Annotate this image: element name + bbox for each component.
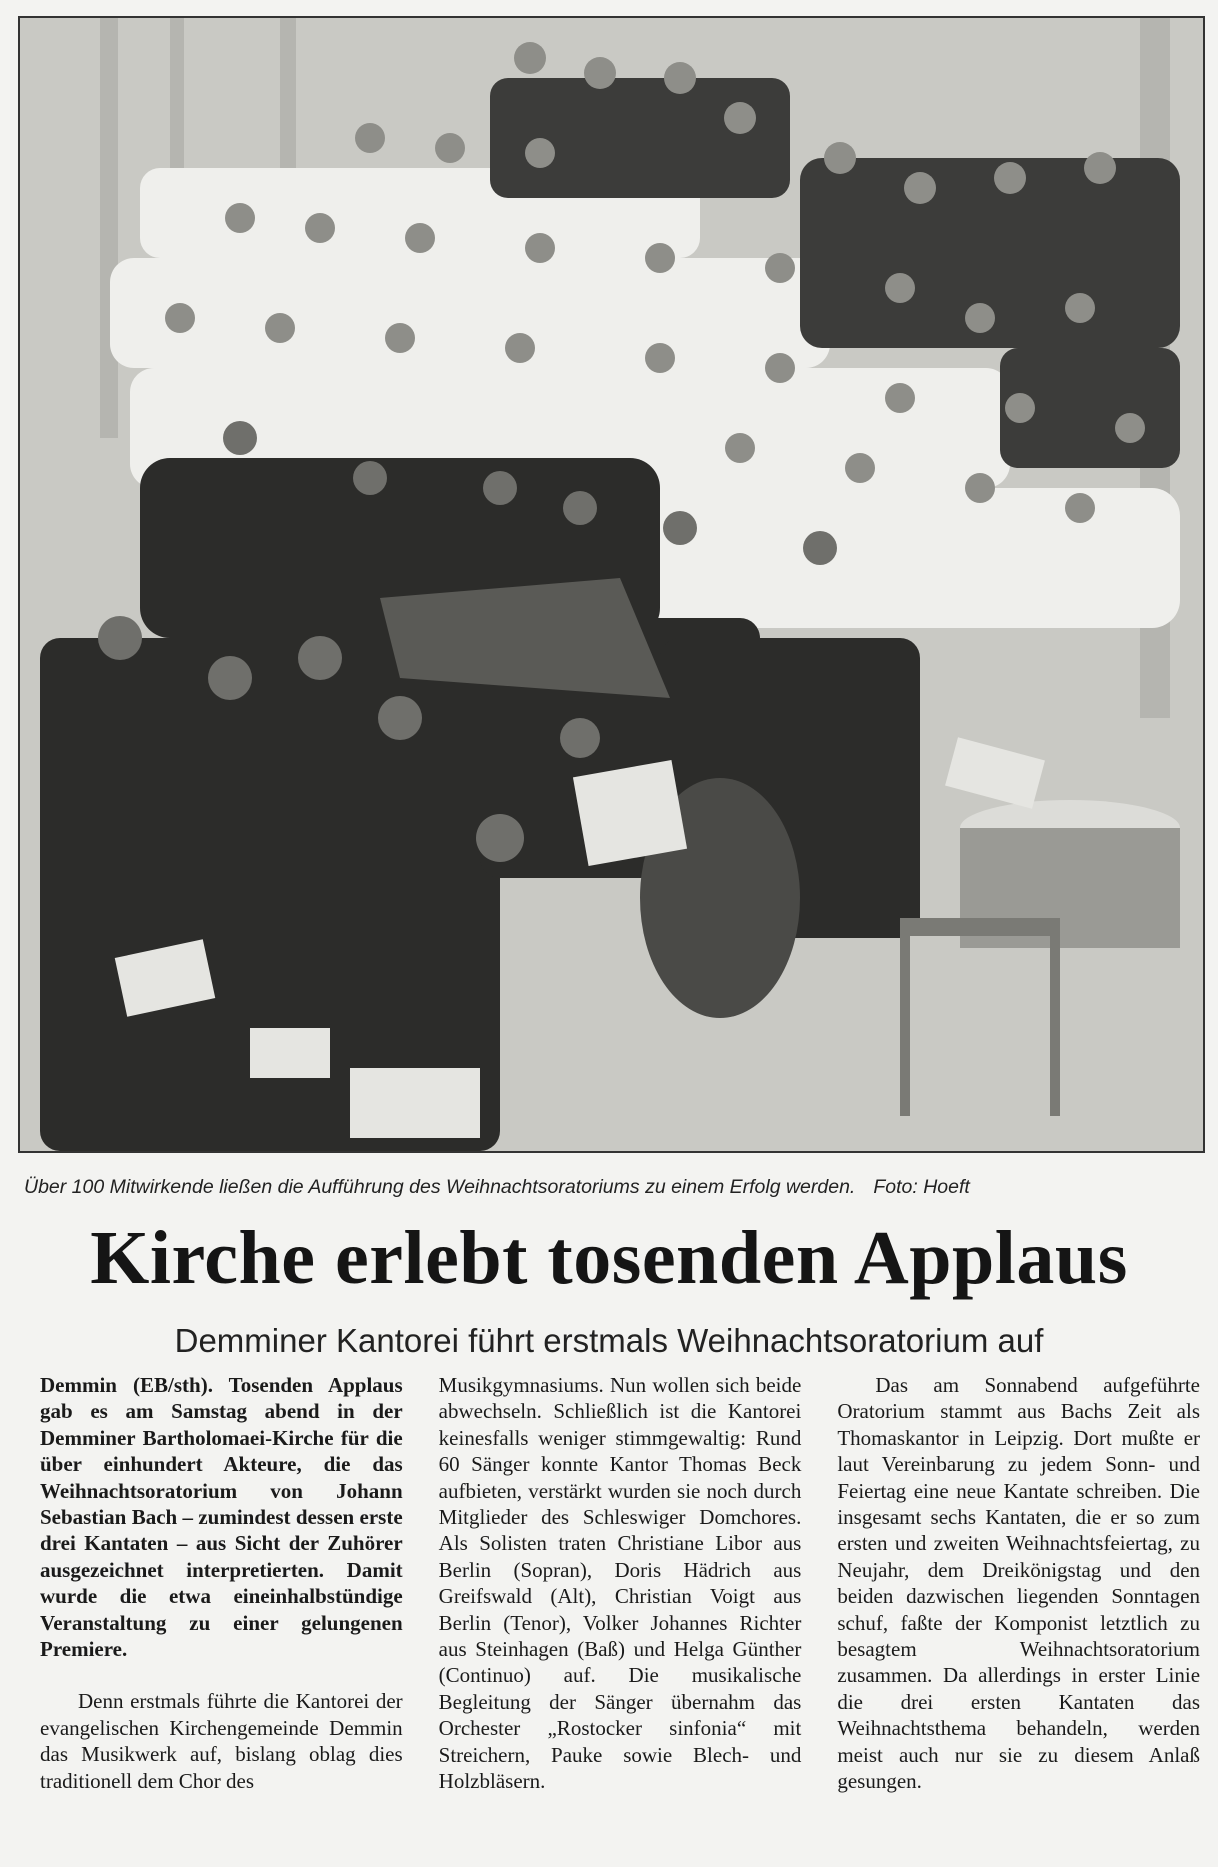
headline: Kirche erlebt tosenden Applaus: [90, 1216, 1128, 1300]
column-1: [40, 1372, 403, 1862]
body-paragraph: Musikgymnasiums. Nun wollen sich beide abwechseln. Schließlich ist die Kantorei keinesfalls weniger stimmgewaltig: Rund 60 Sänger konnte Kantor Thomas Beck aufbieten, verstärkt wurden sie noch durch Mitglieder des Schleswiger Domchores. Als Solisten traten Christiane Libor aus Berlin (Sopran), Doris Hädrich aus Greifswald (Alt), Christian Voigt aus Berlin (Tenor), Volker Johannes Richter aus Steinhagen (Baß) und Helga Günther (Continuo) auf. Die musikalische Begleitung der Sänger übernahm das Orchester „Rostocker sinfonia“ mit Streichern, Pauke sowie Blech- und Holzbläsern.: [438, 1373, 802, 1794]
caption-text: Über 100 Mitwirkende ließen die Aufführung des Weihnachtsoratoriums zu einem Erfolg werden.: [24, 1176, 856, 1198]
subheadline: Demminer Kantorei führt erstmals Weihnachtsoratorium auf: [174, 1322, 1044, 1359]
lead-paragraph: Demmin (EB/sth). Tosenden Applaus gab es am Samstag abend in der Demminer Bartholomaei-Kirche für die über einhundert Akteure, die das Weihnachtsoratorium von Johann Sebastian Bach – zumindest dessen erste drei Kantaten – aus Sicht der Zuhörer ausgezeichnet interpretierten. Damit wurde die etwa eineinhalbstündige Veranstaltung zu einer gelungenen Premiere.: [40, 1373, 403, 1662]
concert-photo: [18, 16, 1205, 1153]
body-paragraph: Denn erstmals führte die Kantorei der evangelischen Kirchengemeinde Demmin das Musikwerk auf, bislang oblag dies traditionell dem Chor des: [40, 1689, 403, 1793]
column-2: [439, 1372, 802, 1862]
photo-credit: Foto: Hoeft: [873, 1176, 970, 1198]
photo-caption: [24, 1176, 1204, 1199]
column-3: [837, 1372, 1200, 1862]
body-paragraph: Das am Sonnabend aufgeführte Oratorium stammt aus Bachs Zeit als Thomaskantor in Leipzig. Dort mußte er laut Vereinbarung zu jedem Sonn- und Feiertag eine neue Kantate schreiben. Die insgesamt sechs Kantaten, die er so zum ersten und zweiten Weihnachtsfeiertag, zu Neujahr, dem Dreikönigstag und den beiden dazwischen liegenden Sonntagen schuf, faßte der Komponist letztlich zu besagtem Weihnachtsoratorium zusammen. Da allerdings in erster Linie die drei ersten Kantaten das Weihnachtsthema behandeln, werden meist auch nur sie zu diesem Anlaß gesungen.: [837, 1373, 1201, 1794]
article-body: [40, 1372, 1200, 1862]
